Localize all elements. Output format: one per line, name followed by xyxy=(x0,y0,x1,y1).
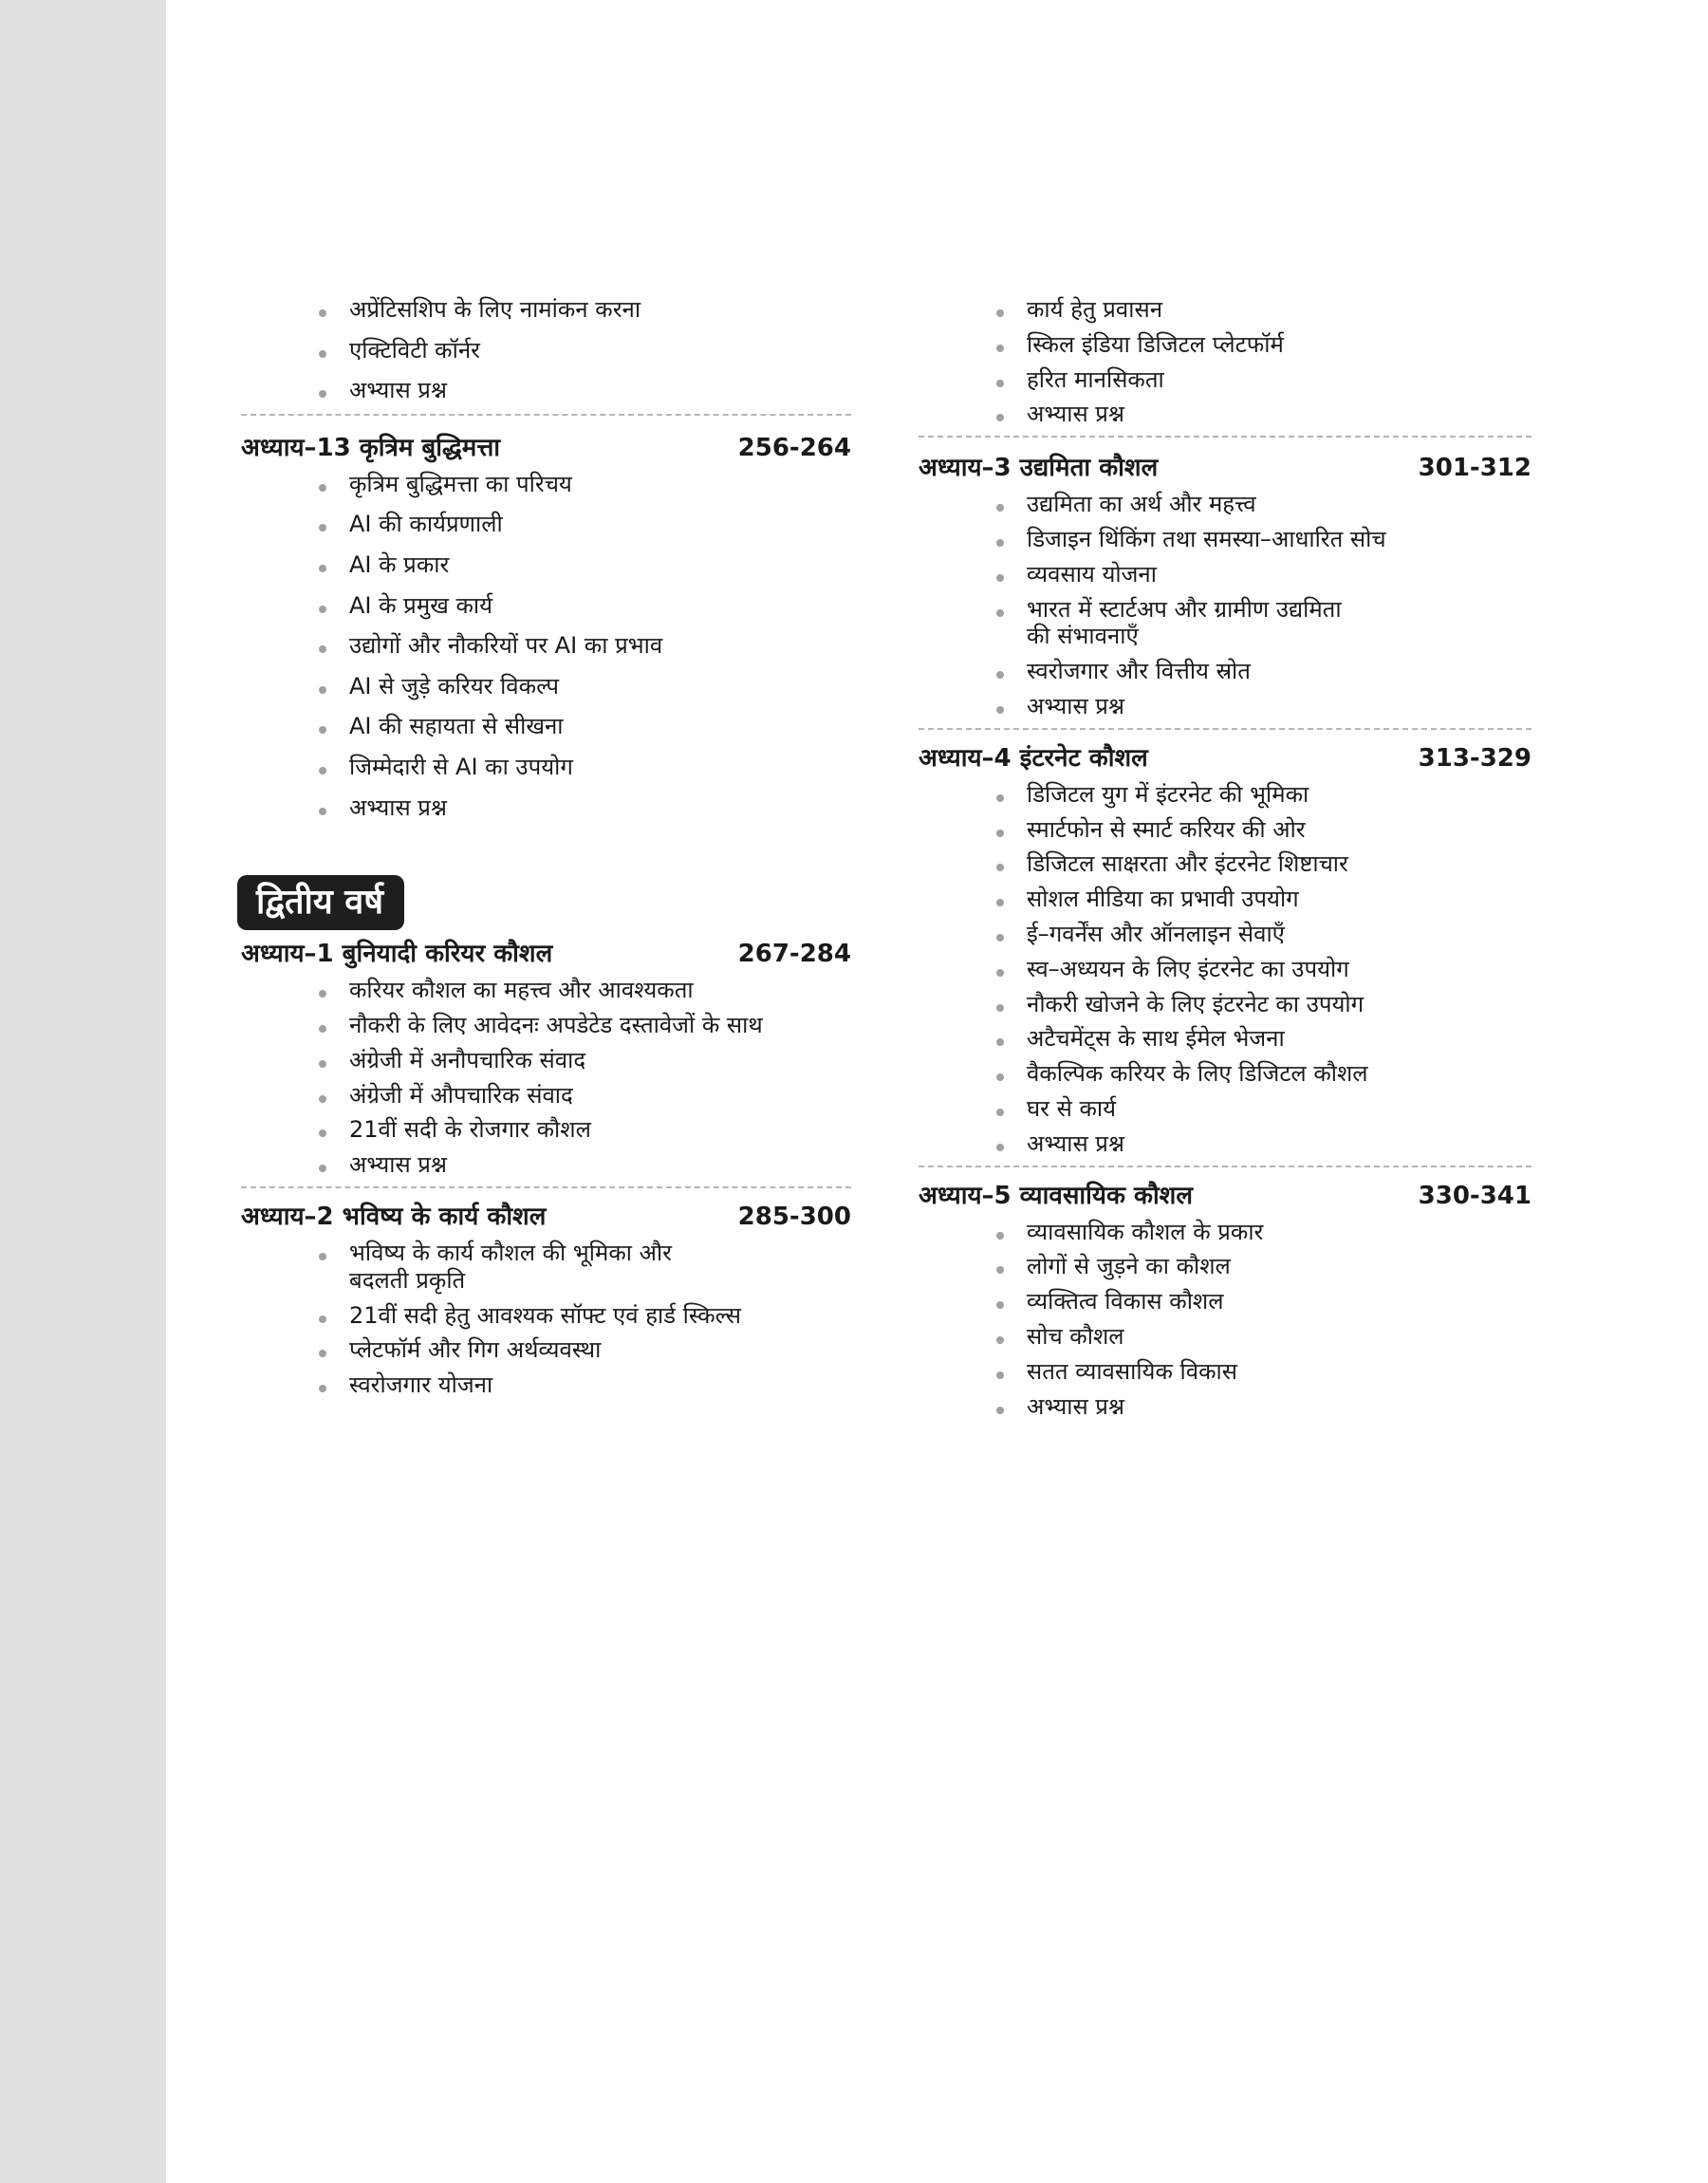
chapter-5-topics xyxy=(919,1219,1532,1421)
list-item[interactable]: स्व–अध्ययन के लिए इंटरनेट का उपयोग xyxy=(1027,956,1532,983)
list-item[interactable]: प्लेटफॉर्म और गिग अर्थव्यवस्था xyxy=(349,1336,851,1364)
chapter-pages: 330-341 xyxy=(1418,1181,1532,1210)
list-item[interactable]: व्यवसाय योजना xyxy=(1027,561,1532,588)
divider xyxy=(919,728,1532,730)
list-item[interactable]: स्वरोजगार योजना xyxy=(349,1371,851,1399)
list-item[interactable]: AI के प्रकार xyxy=(349,551,851,579)
list-item[interactable]: AI की कार्यप्रणाली xyxy=(349,511,851,538)
list-item[interactable]: अभ्यास प्रश्न xyxy=(349,1151,851,1179)
list-item[interactable]: अटैचमेंट्स के साथ ईमेल भेजना xyxy=(1027,1025,1532,1053)
list-item[interactable]: अभ्यास प्रश्न xyxy=(349,377,851,404)
list-item[interactable]: नौकरी के लिए आवेदनः अपडेटेड दस्तावेजों के साथ xyxy=(349,1012,851,1039)
list-item[interactable]: कार्य हेतु प्रवासन xyxy=(1027,296,1532,324)
chapter-2-heading[interactable] xyxy=(241,1202,851,1232)
list-item[interactable]: घर से कार्य xyxy=(1027,1095,1532,1123)
chapter-3-heading[interactable] xyxy=(919,453,1532,483)
chapter-pages: 267-284 xyxy=(737,940,851,969)
divider xyxy=(919,1166,1532,1167)
list-item[interactable]: ई–गवर्नेंस और ऑनलाइन सेवाएँ xyxy=(1027,921,1532,948)
chapter-title: अध्याय–4 इंटरनेट कौशल xyxy=(919,743,1148,773)
carry-over-list xyxy=(241,296,851,404)
section-badge: द्वितीय वर्ष xyxy=(237,875,404,930)
divider xyxy=(241,1186,851,1188)
list-item[interactable]: AI की सहायता से सीखना xyxy=(349,713,851,740)
list-item[interactable]: स्किल इंडिया डिजिटल प्लेटफॉर्म xyxy=(1027,331,1532,359)
chapter-title: अध्याय–1 बुनियादी करियर कौशल xyxy=(241,940,553,969)
list-item[interactable]: अंग्रेजी में औपचारिक संवाद xyxy=(349,1082,851,1110)
list-item[interactable]: 21वीं सदी हेतु आवश्यक सॉफ्ट एवं हार्ड स्किल्स xyxy=(349,1302,851,1330)
chapter-4-topics xyxy=(919,781,1532,1158)
chapter-pages: 256-264 xyxy=(737,433,851,462)
page-margin-strip xyxy=(0,0,166,2183)
chapter-1-topics xyxy=(241,977,851,1179)
chapter-13-topics xyxy=(241,471,851,822)
list-item[interactable]: अंग्रेजी में अनौपचारिक संवाद xyxy=(349,1047,851,1074)
chapter-5-heading[interactable] xyxy=(919,1181,1532,1211)
chapter-3-topics xyxy=(919,491,1532,720)
list-item[interactable]: 21वीं सदी के रोजगार कौशल xyxy=(349,1116,851,1144)
list-item[interactable]: जिम्मेदारी से AI का उपयोग xyxy=(349,754,851,781)
chapter-title: अध्याय–13 कृत्रिम बुद्धिमत्ता xyxy=(241,433,501,462)
list-item[interactable]: व्यक्तित्व विकास कौशल xyxy=(1027,1288,1532,1315)
carry-over-list xyxy=(919,296,1532,428)
list-item[interactable]: उद्योगों और नौकरियों पर AI का प्रभाव xyxy=(349,632,851,660)
list-item[interactable]: स्वरोजगार और वित्तीय स्रोत xyxy=(1027,658,1532,685)
list-item-text: भारत में स्टार्टअप और ग्रामीण उद्यमिता xyxy=(1027,595,1342,623)
list-item-continuation: की संभावनाएँ xyxy=(1027,623,1139,650)
chapter-pages: 301-312 xyxy=(1418,454,1532,483)
chapter-1-heading[interactable] xyxy=(241,939,851,969)
list-item[interactable]: स्मार्टफोन से स्मार्ट करियर की ओर xyxy=(1027,816,1532,844)
list-item[interactable]: हरित मानसिकता xyxy=(1027,366,1532,394)
list-item[interactable]: व्यावसायिक कौशल के प्रकार xyxy=(1027,1219,1532,1246)
chapter-4-heading[interactable] xyxy=(919,743,1532,774)
divider xyxy=(919,436,1532,438)
list-item[interactable]: कृत्रिम बुद्धिमत्ता का परिचय xyxy=(349,471,851,498)
list-item[interactable]: नौकरी खोजने के लिए इंटरनेट का उपयोग xyxy=(1027,991,1532,1018)
list-item[interactable]: अभ्यास प्रश्न xyxy=(349,794,851,822)
chapter-title: अध्याय–3 उद्यमिता कौशल xyxy=(919,454,1159,483)
list-item[interactable]: AI से जुड़े करियर विकल्प xyxy=(349,673,851,700)
list-item-text: भविष्य के कार्य कौशल की भूमिका और xyxy=(349,1239,672,1266)
list-item-continuation: बदलती प्रकृति xyxy=(349,1266,466,1294)
list-item[interactable]: अभ्यास प्रश्न xyxy=(1027,1130,1532,1158)
list-item[interactable]: करियर कौशल का महत्त्व और आवश्यकता xyxy=(349,977,851,1004)
chapter-pages: 313-329 xyxy=(1418,743,1532,773)
list-item[interactable]: अभ्यास प्रश्न xyxy=(1027,693,1532,720)
list-item[interactable] xyxy=(1027,596,1532,651)
list-item[interactable]: सोच कौशल xyxy=(1027,1323,1532,1351)
list-item[interactable]: वैकल्पिक करियर के लिए डिजिटल कौशल xyxy=(1027,1060,1532,1088)
list-item[interactable]: डिजाइन थिंकिंग तथा समस्या–आधारित सोच xyxy=(1027,526,1532,553)
chapter-pages: 285-300 xyxy=(737,1202,851,1231)
chapter-title: अध्याय–2 भविष्य के कार्य कौशल xyxy=(241,1202,547,1231)
chapter-2-topics xyxy=(241,1240,851,1399)
list-item[interactable]: लोगों से जुड़ने का कौशल xyxy=(1027,1253,1532,1280)
list-item[interactable]: अभ्यास प्रश्न xyxy=(1027,1393,1532,1421)
list-item[interactable]: उद्यमिता का अर्थ और महत्त्व xyxy=(1027,491,1532,518)
divider xyxy=(241,414,851,416)
list-item[interactable]: अभ्यास प्रश्न xyxy=(1027,401,1532,428)
chapter-13-heading[interactable] xyxy=(241,433,851,463)
list-item[interactable]: AI के प्रमुख कार्य xyxy=(349,592,851,620)
toc-left-column xyxy=(241,296,851,1407)
list-item[interactable]: एक्टिविटी कॉर्नर xyxy=(349,337,851,364)
list-item[interactable]: अप्रेंटिसशिप के लिए नामांकन करना xyxy=(349,296,851,324)
chapter-title: अध्याय–5 व्यावसायिक कौशल xyxy=(919,1181,1193,1210)
toc-right-column xyxy=(919,296,1532,1427)
list-item[interactable]: डिजिटल साक्षरता और इंटरनेट शिष्टाचार xyxy=(1027,850,1532,878)
list-item[interactable]: सोशल मीडिया का प्रभावी उपयोग xyxy=(1027,886,1532,913)
list-item[interactable]: सतत व्यावसायिक विकास xyxy=(1027,1358,1532,1386)
list-item[interactable]: डिजिटल युग में इंटरनेट की भूमिका xyxy=(1027,781,1532,809)
list-item[interactable] xyxy=(349,1240,851,1295)
